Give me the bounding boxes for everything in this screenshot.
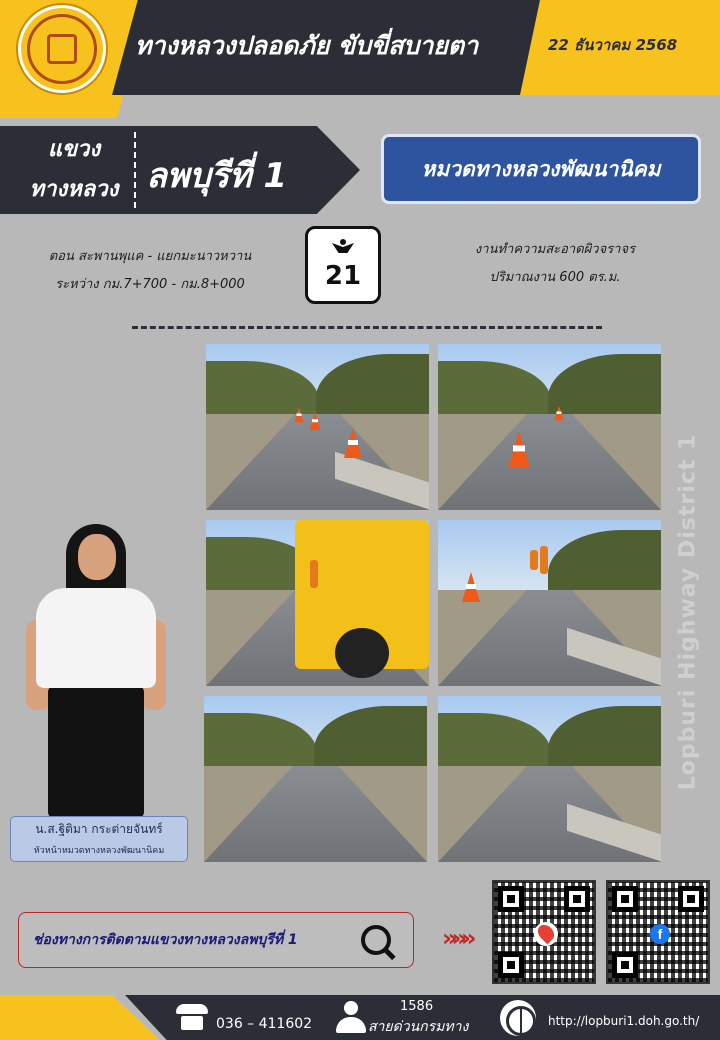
dashed-separator [132,326,602,329]
phone-number[interactable]: 036 – 411602 [216,1016,313,1032]
staff-name: น.ส.ฐิติมา กระต่ายจันทร์ [35,822,163,836]
photo-road-cones-2 [438,344,661,510]
section-badge: หมวดทางหลวงพัฒนานิคม [381,134,701,204]
website-link[interactable]: http://lopburi1.doh.go.th/ [548,1014,700,1028]
photo-clean-road-2 [438,696,661,862]
district-watermark: Lopburi Highway District 1 [675,433,701,791]
follow-channels-text: ช่องทางการติดตามแขวงทางหลวงลพบุรีที่ 1 [33,932,298,948]
facebook-icon: f [650,924,670,944]
segment-info [20,243,280,299]
staff-position: หัวหน้าหมวดทางหลวงพัฒนานิคม [33,846,165,856]
hotline-label: สายด่วนกรมทาง [368,1019,469,1035]
globe-icon [500,1000,536,1036]
district-label-line1: แขวง [47,137,101,162]
district-label [14,130,134,210]
phone-icon [176,1004,208,1030]
staff-photo [26,522,166,820]
header-title: ทางหลวงปลอดภัย ขับขี่สบายตา [135,31,479,60]
task-line1: งานทำความสะอาดผิวจราจร [474,242,636,257]
follow-channels-bar[interactable] [18,912,414,968]
photo-clean-road-1 [204,696,427,862]
district-name: ลพบุรีที่ 1 [146,156,287,196]
garuda-emblem-icon [332,239,354,259]
photo-workers-sweeping [438,520,661,686]
route-sign [305,226,381,304]
staff-name-card [10,816,188,862]
chevron-right-icon: »»» [442,924,471,952]
photo-sweeper-truck [206,520,429,686]
segment-line1: ตอน สะพานพุแค - แยกมะนาวหวาน [48,249,252,264]
task-info [410,236,700,292]
department-logo [18,5,106,93]
hotline-number[interactable]: 1586 [400,999,434,1014]
segment-line2: ระหว่าง กม.7+700 - กม.8+000 [55,277,245,292]
headset-person-icon [336,1001,366,1033]
district-divider [134,132,136,208]
route-number: 21 [324,261,362,291]
qr-code-facebook[interactable] [606,880,710,984]
task-line2: ปริมาณงาน 600 ตร.ม. [489,270,621,285]
district-label-line2: ทางหลวง [29,177,119,202]
header-date: 22 ธันวาคม 2568 [548,36,678,54]
qr-code-map[interactable] [492,880,596,984]
search-icon [359,923,399,959]
photo-road-cones-1 [206,344,429,510]
